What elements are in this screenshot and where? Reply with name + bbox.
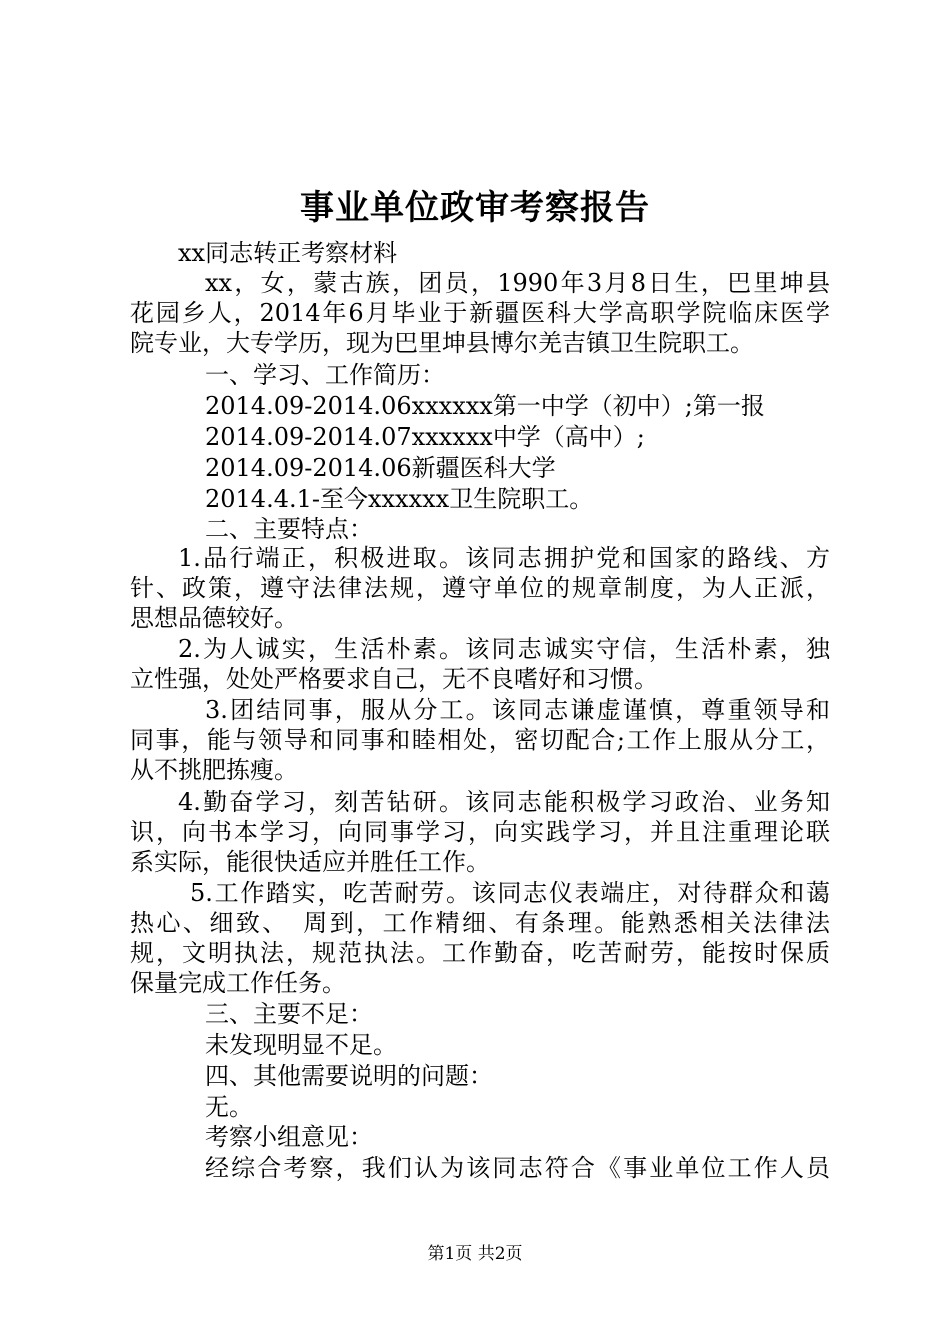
paragraph-line: 未发现明显不足。 <box>205 1031 397 1059</box>
document-title: 事业单位政审考察报告 <box>300 188 650 228</box>
paragraph-line: 保量完成工作任务。 <box>130 969 346 997</box>
resume-entry: 2014.09-2014.06新疆医科大学 <box>205 454 556 482</box>
paragraph-line: 1.品行端正，积极进取。该同志拥护党和国家的路线、方 <box>178 544 830 572</box>
paragraph-line: 花园乡人，2014年6月毕业于新疆医科大学高职学院临床医学 <box>130 299 830 327</box>
section-heading: 二、主要特点： <box>205 515 373 543</box>
section-heading: 一、学习、工作简历： <box>205 361 445 389</box>
paragraph-line: 院专业，大专学历，现为巴里坤县博尔羌吉镇卫生院职工。 <box>130 329 754 357</box>
paragraph-line: 从不挑肥拣瘦。 <box>130 756 298 784</box>
paragraph-line: 思想品德较好。 <box>130 604 298 632</box>
page-footer: 第1页 共2页 <box>427 1244 523 1264</box>
paragraph-line: 系实际，能很快适应并胜任工作。 <box>130 848 490 876</box>
paragraph-line: 同事，能与领导和同事和睦相处，密切配合;工作上服从分工， <box>130 726 830 754</box>
section-heading: 考察小组意见： <box>205 1123 373 1151</box>
section-heading: 四、其他需要说明的问题： <box>205 1062 493 1090</box>
paragraph-line: 热心、细致、 周到，工作精细、有条理。能熟悉相关法律法 <box>130 909 830 937</box>
paragraph-line: 4.勤奋学习，刻苦钻研。该同志能积极学习政治、业务知 <box>178 788 830 816</box>
paragraph-line: 5.工作踏实，吃苦耐劳。该同志仪表端庄，对待群众和蔼 <box>190 879 830 907</box>
section-heading: 三、主要不足： <box>205 1000 373 1028</box>
paragraph-line: 2.为人诚实，生活朴素。该同志诚实守信，生活朴素，独 <box>178 635 830 663</box>
resume-entry: 2014.4.1-至今xxxxxx卫生院职工。 <box>205 485 594 513</box>
paragraph-line: 经综合考察，我们认为该同志符合《事业单位工作人员 <box>205 1154 830 1182</box>
paragraph-line: xx，女，蒙古族，团员，1990年3月8日生，巴里坤县 <box>205 269 830 297</box>
paragraph-line: 针、政策，遵守法律法规，遵守单位的规章制度，为人正派， <box>130 574 830 602</box>
resume-entry: 2014.09-2014.07xxxxxx中学（高中）; <box>205 423 645 451</box>
paragraph-line: xx同志转正考察材料 <box>178 239 398 267</box>
paragraph-line: 立性强，处处严格要求自己，无不良嗜好和习惯。 <box>130 665 658 693</box>
paragraph-line: 3.团结同事，服从分工。该同志谦虚谨慎，尊重领导和 <box>205 696 830 724</box>
paragraph-line: 识，向书本学习，向同事学习，向实践学习，并且注重理论联 <box>130 818 830 846</box>
paragraph-line: 规，文明执法，规范执法。工作勤奋，吃苦耐劳，能按时保质 <box>130 939 830 967</box>
resume-entry: 2014.09-2014.06xxxxxx第一中学（初中）;第一报 <box>205 392 765 420</box>
paragraph-line: 无。 <box>205 1093 253 1121</box>
